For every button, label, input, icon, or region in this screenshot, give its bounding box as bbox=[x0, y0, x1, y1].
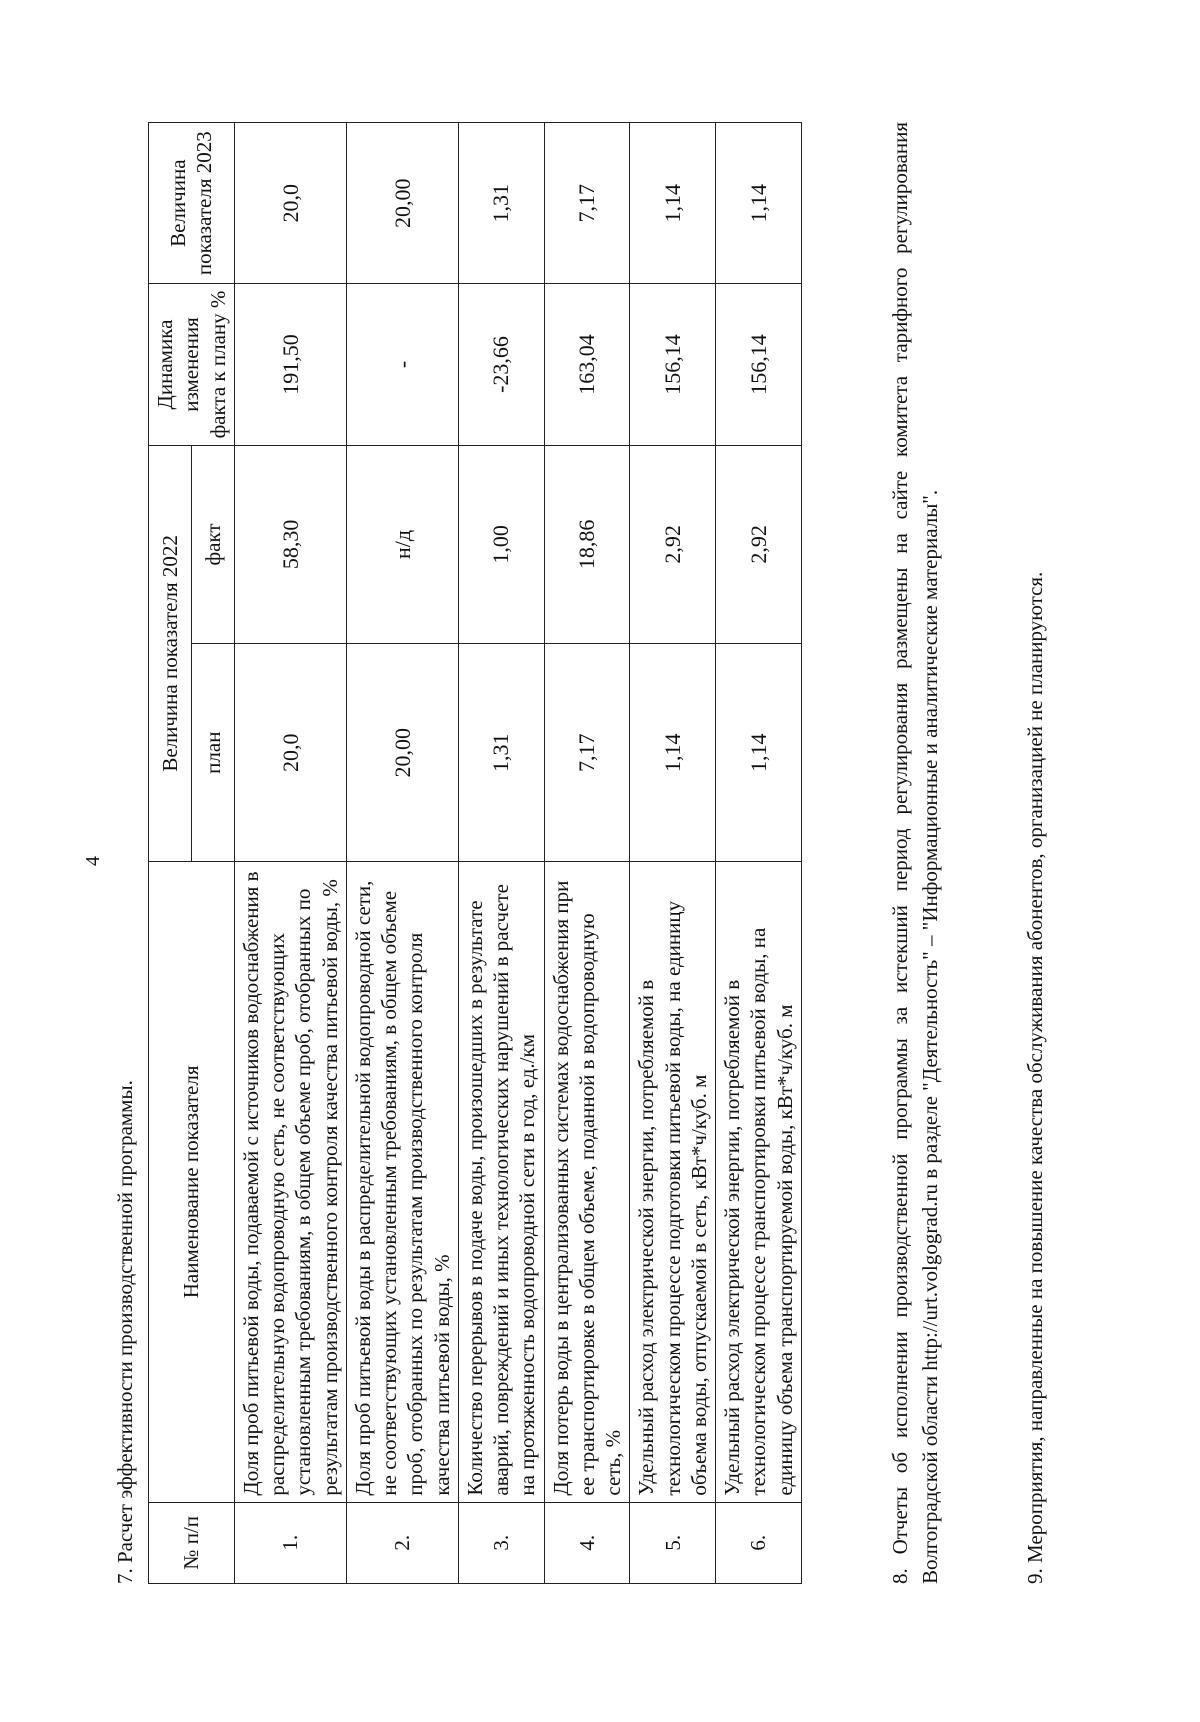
row-plan: 1,14 bbox=[716, 644, 802, 862]
row-plan: 1,14 bbox=[630, 644, 716, 862]
table-row bbox=[544, 123, 630, 1584]
table-row bbox=[346, 123, 458, 1584]
note-9-measures: 9. Мероприятия, направленные на повышение качества обслуживания абонентов, организацией не планируются. bbox=[1023, 571, 1047, 1584]
row-plan: 20,00 bbox=[346, 644, 458, 862]
section-7-title: 7. Расчет эффективности производственной программы. bbox=[113, 1080, 137, 1584]
note-8-reports: 8. Отчеты об исполнении производственной программы за истекший период регулирования размещены на сайте комитета тарифного регулирования Волгоградской области http://urt.volgograd.ru в разделе "Деятельность" – "Информационные и аналитические материалы". bbox=[888, 122, 943, 1584]
row-plan: 1,31 bbox=[458, 644, 544, 862]
row-name: Удельный расход электрической энергии, потребляемой в технологическом процессе транспортировки питьевой воды, на единицу объема транспортируемой воды, кВт*ч/куб. м bbox=[716, 862, 802, 1502]
row-no: 3. bbox=[458, 1502, 544, 1583]
header-no: № п/п bbox=[149, 1502, 235, 1583]
row-no: 4. bbox=[544, 1502, 630, 1583]
row-name: Количество перерывов в подаче воды, произошедших в результате аварий, повреждений и иных технологических нарушений в расчете на протяженность водопроводной сети в год, ед./км bbox=[458, 862, 544, 1502]
row-dynamics: 163,04 bbox=[544, 284, 630, 445]
header-dynamics: Динамика изменения факта к плану % bbox=[149, 284, 235, 445]
row-fact: 2,92 bbox=[630, 445, 716, 644]
row-value-2023: 1,31 bbox=[458, 123, 544, 284]
row-fact: н/д bbox=[346, 445, 458, 644]
table-row bbox=[234, 123, 346, 1584]
row-name: Доля проб питьевой воды, подаваемой с источников водоснабжения в распределительную водопроводную сеть, не соответствующих установленным требованиям, в общем объеме проб, отобранных по результатам производственного контроля качества питьевой воды, % bbox=[234, 862, 346, 1502]
row-no: 1. bbox=[234, 1502, 346, 1583]
header-group-2022: Величина показателя 2022 bbox=[149, 445, 192, 862]
row-no: 2. bbox=[346, 1502, 458, 1583]
header-value-2023: Величина показателя 2023 bbox=[149, 123, 235, 284]
row-fact: 58,30 bbox=[234, 445, 346, 644]
row-dynamics: - bbox=[346, 284, 458, 445]
row-name: Доля проб питьевой воды в распределительной водопроводной сети, не соответствующих установленным требованиям, в общем объеме проб, отобранных по результатам производственного контроля качества питьевой воды, % bbox=[346, 862, 458, 1502]
header-name: Наименование показателя bbox=[149, 862, 235, 1502]
row-value-2023: 1,14 bbox=[716, 123, 802, 284]
row-plan: 20,0 bbox=[234, 644, 346, 862]
row-name: Удельный расход электрической энергии, потребляемой в технологическом процессе подготовки питьевой воды, на единицу объема воды, отпускаемой в сеть, кВт*ч/куб. м bbox=[630, 862, 716, 1502]
header-fact: факт bbox=[191, 445, 234, 644]
table-row bbox=[458, 123, 544, 1584]
table-header-row bbox=[149, 123, 192, 1584]
row-fact: 1,00 bbox=[458, 445, 544, 644]
page-number: 4 bbox=[82, 856, 104, 866]
table-row bbox=[630, 123, 716, 1584]
row-plan: 7,17 bbox=[544, 644, 630, 862]
row-dynamics: -23,66 bbox=[458, 284, 544, 445]
row-fact: 2,92 bbox=[716, 445, 802, 644]
row-value-2023: 1,14 bbox=[630, 123, 716, 284]
row-value-2023: 20,00 bbox=[346, 123, 458, 284]
row-fact: 18,86 bbox=[544, 445, 630, 644]
row-no: 6. bbox=[716, 1502, 802, 1583]
header-plan: план bbox=[191, 644, 234, 862]
table-row bbox=[716, 123, 802, 1584]
row-dynamics: 191,50 bbox=[234, 284, 346, 445]
row-dynamics: 156,14 bbox=[716, 284, 802, 445]
row-value-2023: 7,17 bbox=[544, 123, 630, 284]
row-dynamics: 156,14 bbox=[630, 284, 716, 445]
row-value-2023: 20,0 bbox=[234, 123, 346, 284]
efficiency-table bbox=[148, 122, 802, 1584]
row-name: Доля потерь воды в централизованных системах водоснабжения при ее транспортировке в общем объеме, поданной в водопроводную сеть, % bbox=[544, 862, 630, 1502]
row-no: 5. bbox=[630, 1502, 716, 1583]
